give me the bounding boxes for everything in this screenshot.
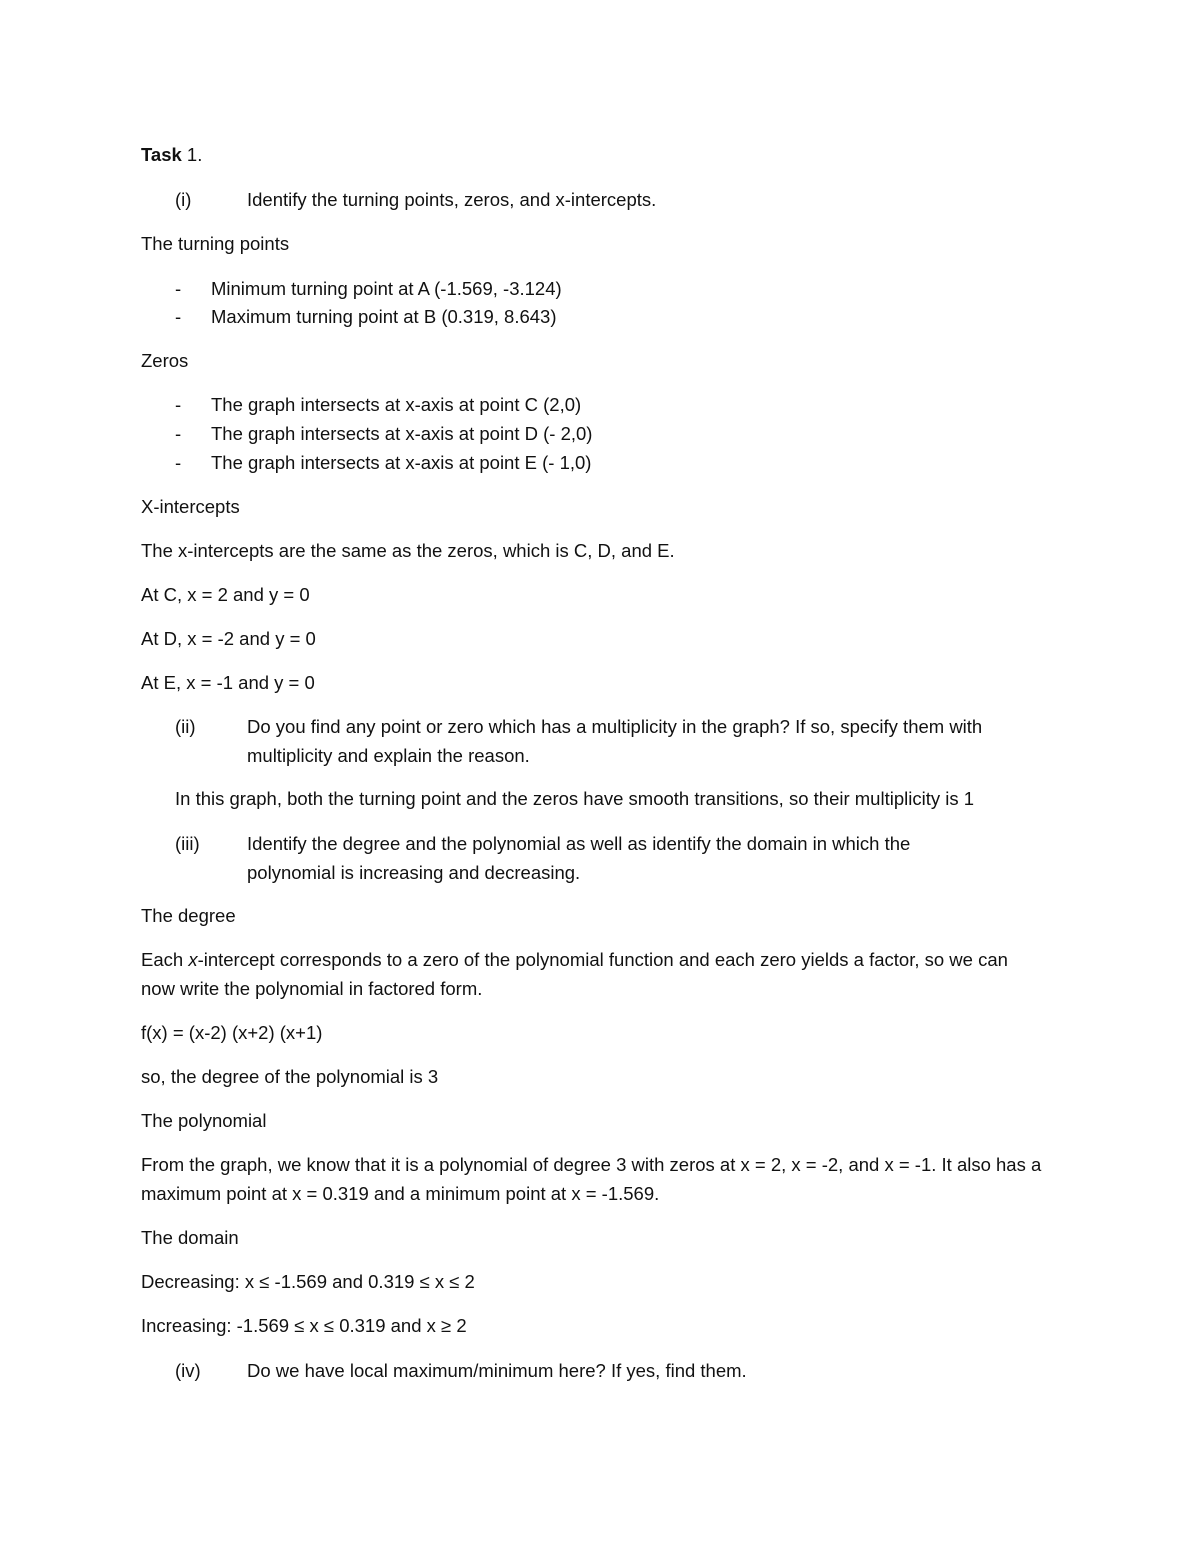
x-intercepts-summary: The x-intercepts are the same as the zeros, which is C, D, and E. xyxy=(141,540,675,561)
question-4-number: (iv) xyxy=(175,1360,201,1381)
question-2-answer: In this graph, both the turning point and the zeros have smooth transitions, so their multiplicity is 1 xyxy=(175,788,975,809)
turning-points-heading: The turning points xyxy=(141,233,290,254)
x-intercept-at-d: At D, x = -2 and y = 0 xyxy=(141,628,316,649)
question-3-number: (iii) xyxy=(175,833,200,854)
bullet-dash: - xyxy=(175,394,182,415)
degree-paragraph-variable: x xyxy=(188,949,198,970)
degree-conclusion: so, the degree of the polynomial is 3 xyxy=(141,1066,439,1087)
polynomial-heading: The polynomial xyxy=(141,1110,267,1131)
x-intercept-at-e: At E, x = -1 and y = 0 xyxy=(141,672,315,693)
question-4-text: Do we have local maximum/minimum here? If yes, find them. xyxy=(247,1360,747,1381)
domain-heading: The domain xyxy=(141,1227,239,1248)
turning-point-item: Minimum turning point at A (-1.569, -3.124) xyxy=(211,278,562,299)
bullet-dash: - xyxy=(175,278,182,299)
zero-item: The graph intersects at x-axis at point C (2,0) xyxy=(211,394,582,415)
task-title-number: 1. xyxy=(181,144,203,165)
degree-paragraph-rest: -intercept corresponds to a zero of the polynomial function and each zero yields a factor, so we can now write the polynomial in factored form. xyxy=(141,949,1008,999)
domain-decreasing: Decreasing: x ≤ -1.569 and 0.319 ≤ x ≤ 2 xyxy=(141,1271,475,1292)
degree-heading: The degree xyxy=(141,905,236,926)
zero-item: The graph intersects at x-axis at point E (- 1,0) xyxy=(211,452,592,473)
degree-paragraph-start: Each xyxy=(141,949,189,970)
task-title xyxy=(141,141,202,169)
bullet-dash: - xyxy=(175,306,182,327)
polynomial-paragraph: From the graph, we know that it is a polynomial of degree 3 with zeros at x = 2, x = -2, and x = -1. It also has a maximum point at x = 0.319 and a minimum point at x = -1.569. xyxy=(141,1154,1042,1204)
question-1-text: Identify the turning points, zeros, and x-intercepts. xyxy=(247,189,657,210)
bullet-dash: - xyxy=(175,423,182,444)
turning-point-item: Maximum turning point at B (0.319, 8.643) xyxy=(211,306,557,327)
domain-increasing: Increasing: -1.569 ≤ x ≤ 0.319 and x ≥ 2 xyxy=(141,1315,467,1336)
task-title-bold: Task xyxy=(141,144,182,165)
question-3-text: Identify the degree and the polynomial as well as identify the domain in which the polynomial is increasing and decreasing. xyxy=(247,833,911,883)
question-2-text: Do you find any point or zero which has a multiplicity in the graph? If so, specify them with multiplicity and explain the reason. xyxy=(247,716,983,766)
zero-item: The graph intersects at x-axis at point D (- 2,0) xyxy=(211,423,593,444)
question-2-number: (ii) xyxy=(175,716,196,737)
bullet-dash: - xyxy=(175,452,182,473)
question-1-number: (i) xyxy=(175,189,192,210)
x-intercept-at-c: At C, x = 2 and y = 0 xyxy=(141,584,310,605)
zeros-heading: Zeros xyxy=(141,350,189,371)
x-intercepts-heading: X-intercepts xyxy=(141,496,240,517)
factored-formula: f(x) = (x-2) (x+2) (x+1) xyxy=(141,1022,323,1043)
degree-paragraph xyxy=(141,946,1041,1003)
